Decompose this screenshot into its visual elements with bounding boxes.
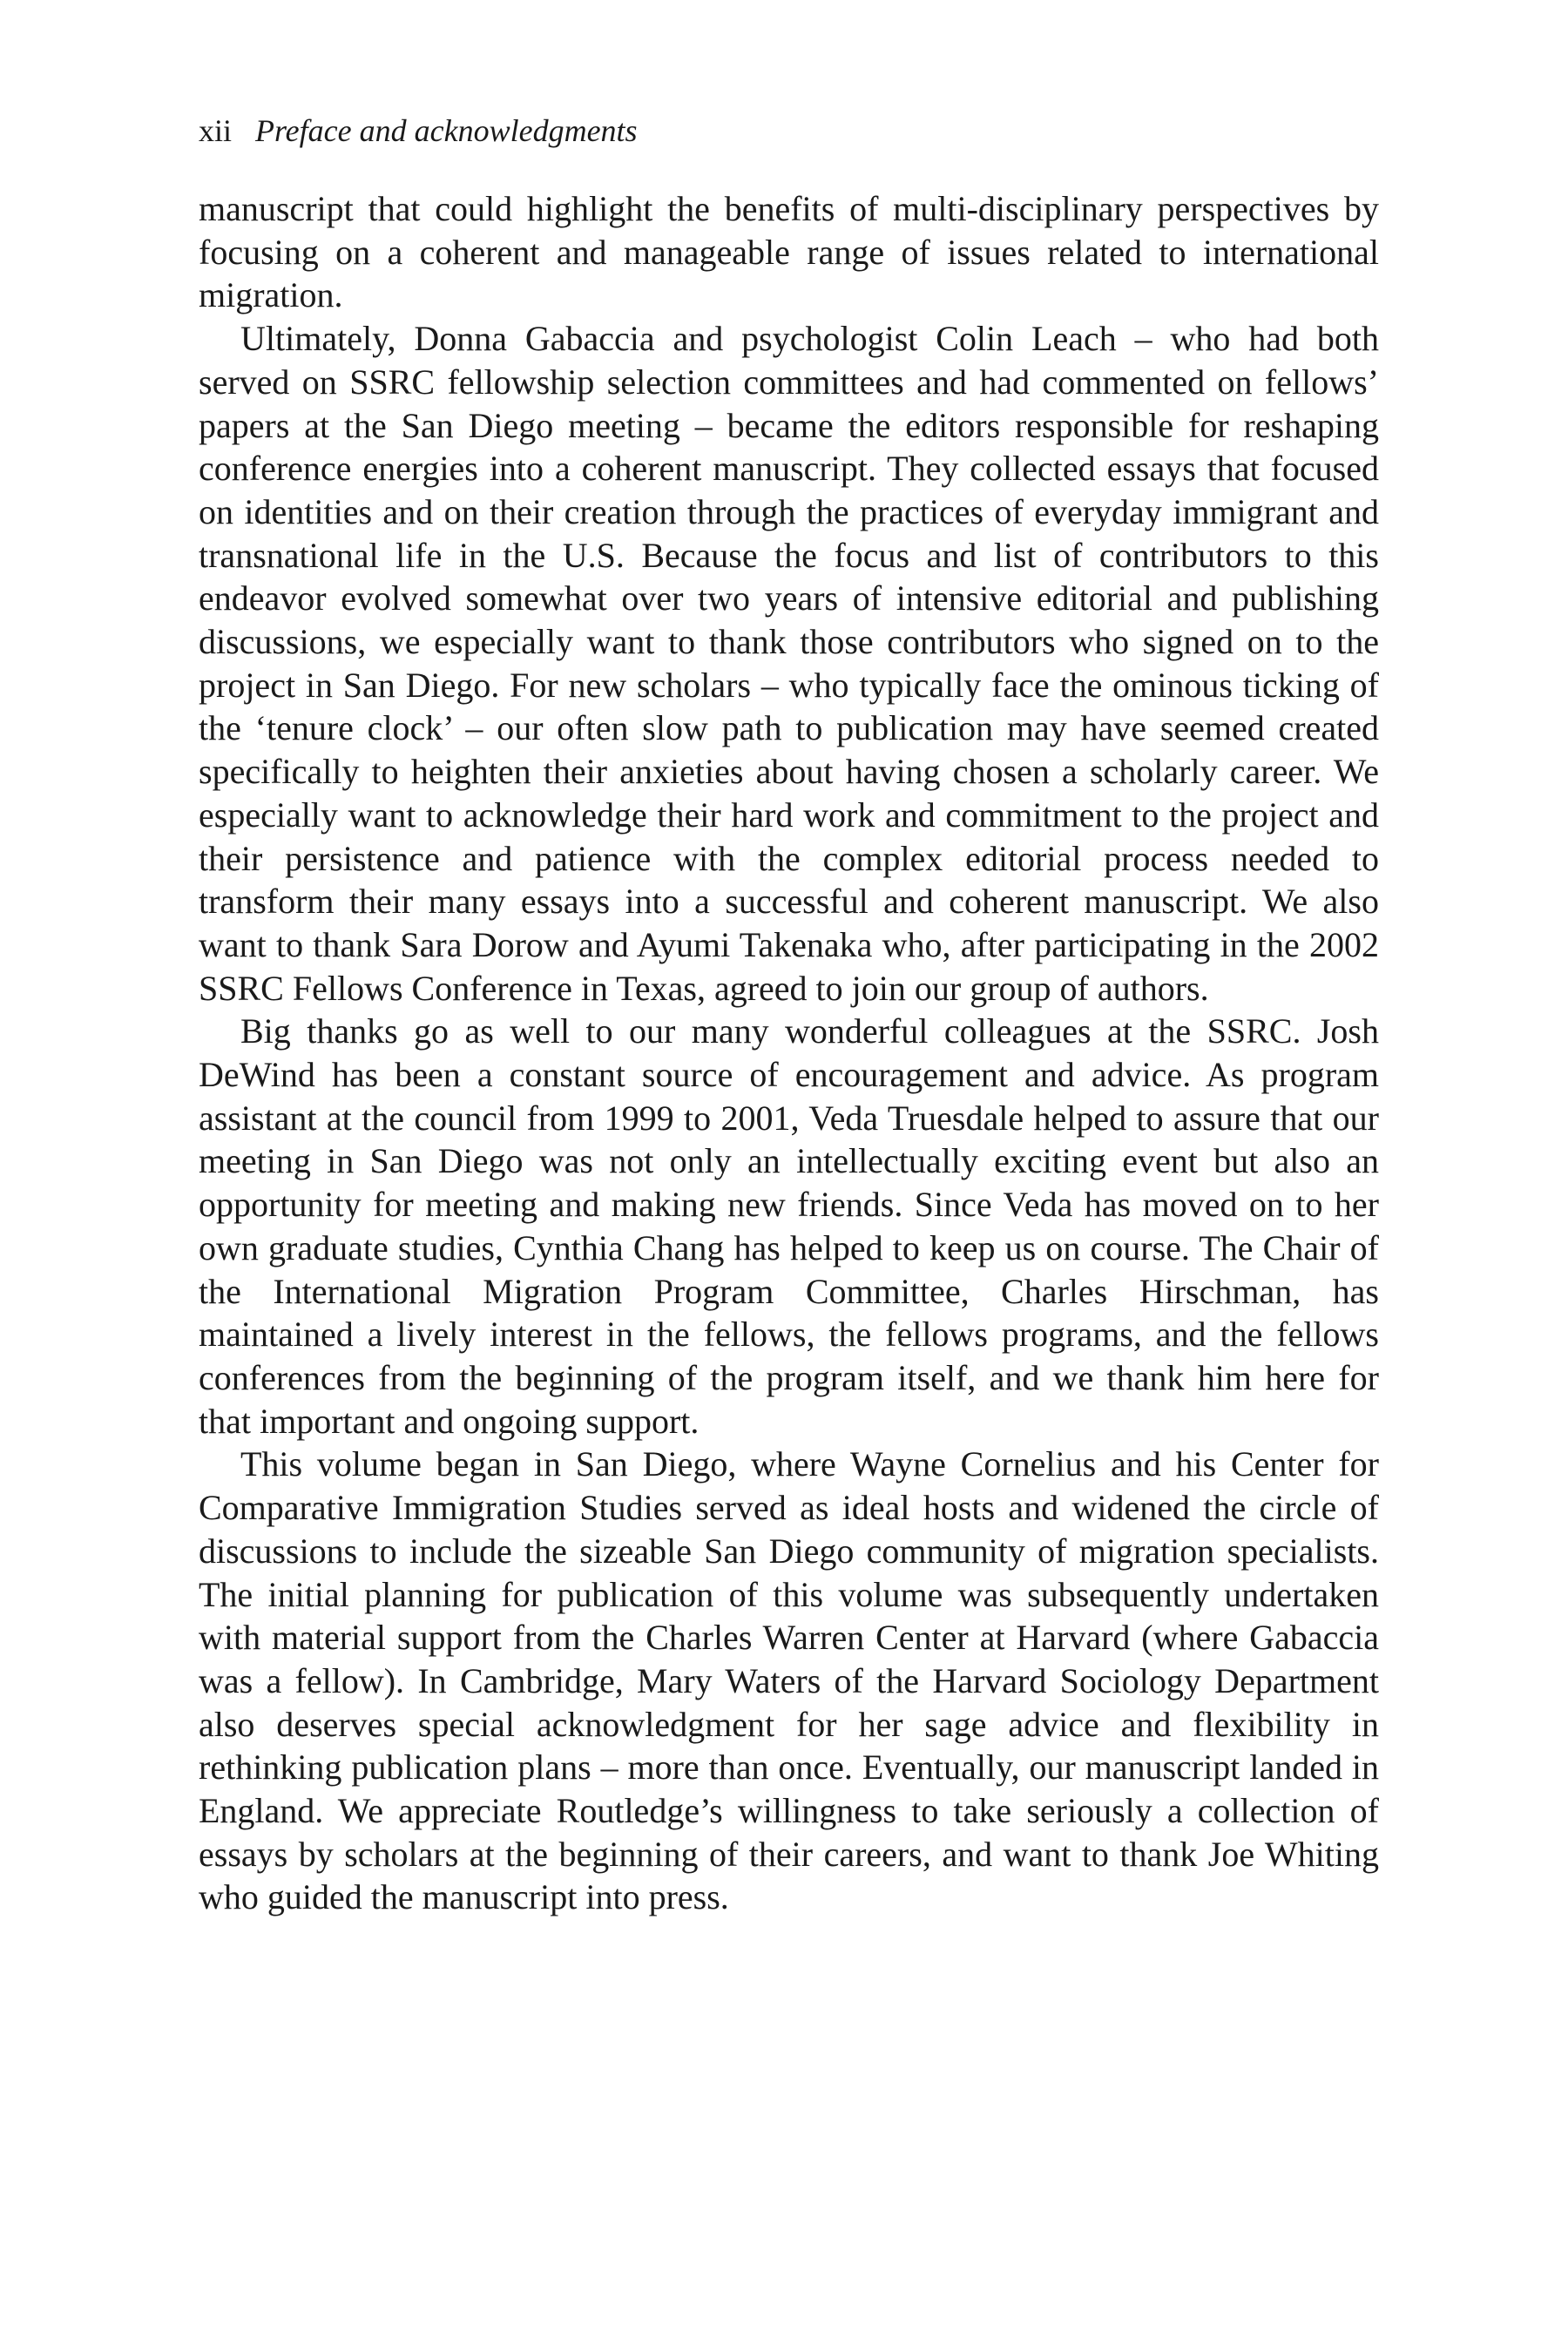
page-number: xii [199,113,233,148]
paragraph: Big thanks go as well to our many wonderful colleagues at the SSRC. Josh DeWind has been a constant source of encouragement and advice. As program assistant at the council from 1999 to 2001, Veda Truesdale helped to assure that our meeting in San Diego was not only an intellectually exciting event but also an opportunity for meeting and making new friends. Since Veda has moved on to her own graduate studies, Cynthia Chang has helped to keep us on course. The Chair of the International Migration Program Committee, Charles Hirschman, has maintained a lively interest in the fellows, the fellows programs, and the fellows conferences from the beginning of the program itself, and we thank him here for that important and ongoing support. [199,1011,1379,1441]
body-text [199,187,1379,1919]
running-head [199,112,638,150]
paragraph: Ultimately, Donna Gabaccia and psychologist Colin Leach – who had both served on SSRC fellowship selection committees and had commented on fellows’ papers at the San Diego meeting – became the editors responsible for reshaping conference energies into a coherent manuscript. They collected essays that focused on identities and on their creation through the practices of everyday immigrant and transnational life in the U.S. Because the focus and list of contributors to this endeavor evolved somewhat over two years of intensive editorial and publishing discussions, we especially want to thank those contributors who signed on to the project in San Diego. For new scholars – who typically face the ominous ticking of the ‘tenure clock’ – our often slow path to publication may have seemed created specifically to heighten their anxieties about having chosen a scholarly career. We especially want to acknowledge their hard work and commitment to the project and their persistence and patience with the complex editorial process needed to transform their many essays into a successful and coherent manuscript. We also want to thank Sara Dorow and Ayumi Takenaka who, after participating in the 2002 SSRC Fellows Conference in Texas, agreed to join our group of authors. [199,319,1379,1008]
running-head-title: Preface and acknowledgments [255,113,638,148]
paragraph: manuscript that could highlight the benefits of multi-disciplinary perspectives by focusing on a coherent and manageable range of issues related to international migration. [199,189,1379,315]
paragraph: This volume began in San Diego, where Wayne Cornelius and his Center for Comparative Immigration Studies served as ideal hosts and widened the circle of discussions to include the sizeable San Diego community of migration specialists. The initial planning for publication of this volume was subsequently undertaken with material support from the Charles Warren Center at Harvard (where Gabaccia was a fellow). In Cambridge, Mary Waters of the Harvard Sociology Department also deserves special acknowledgment for her sage advice and flexibility in rethinking publication plans – more than once. Eventually, our manuscript landed in England. We appreciate Routledge’s willingness to take seriously a collection of essays by scholars at the beginning of their careers, and want to thank Joe Whiting who guided the manuscript into press. [199,1444,1379,1917]
